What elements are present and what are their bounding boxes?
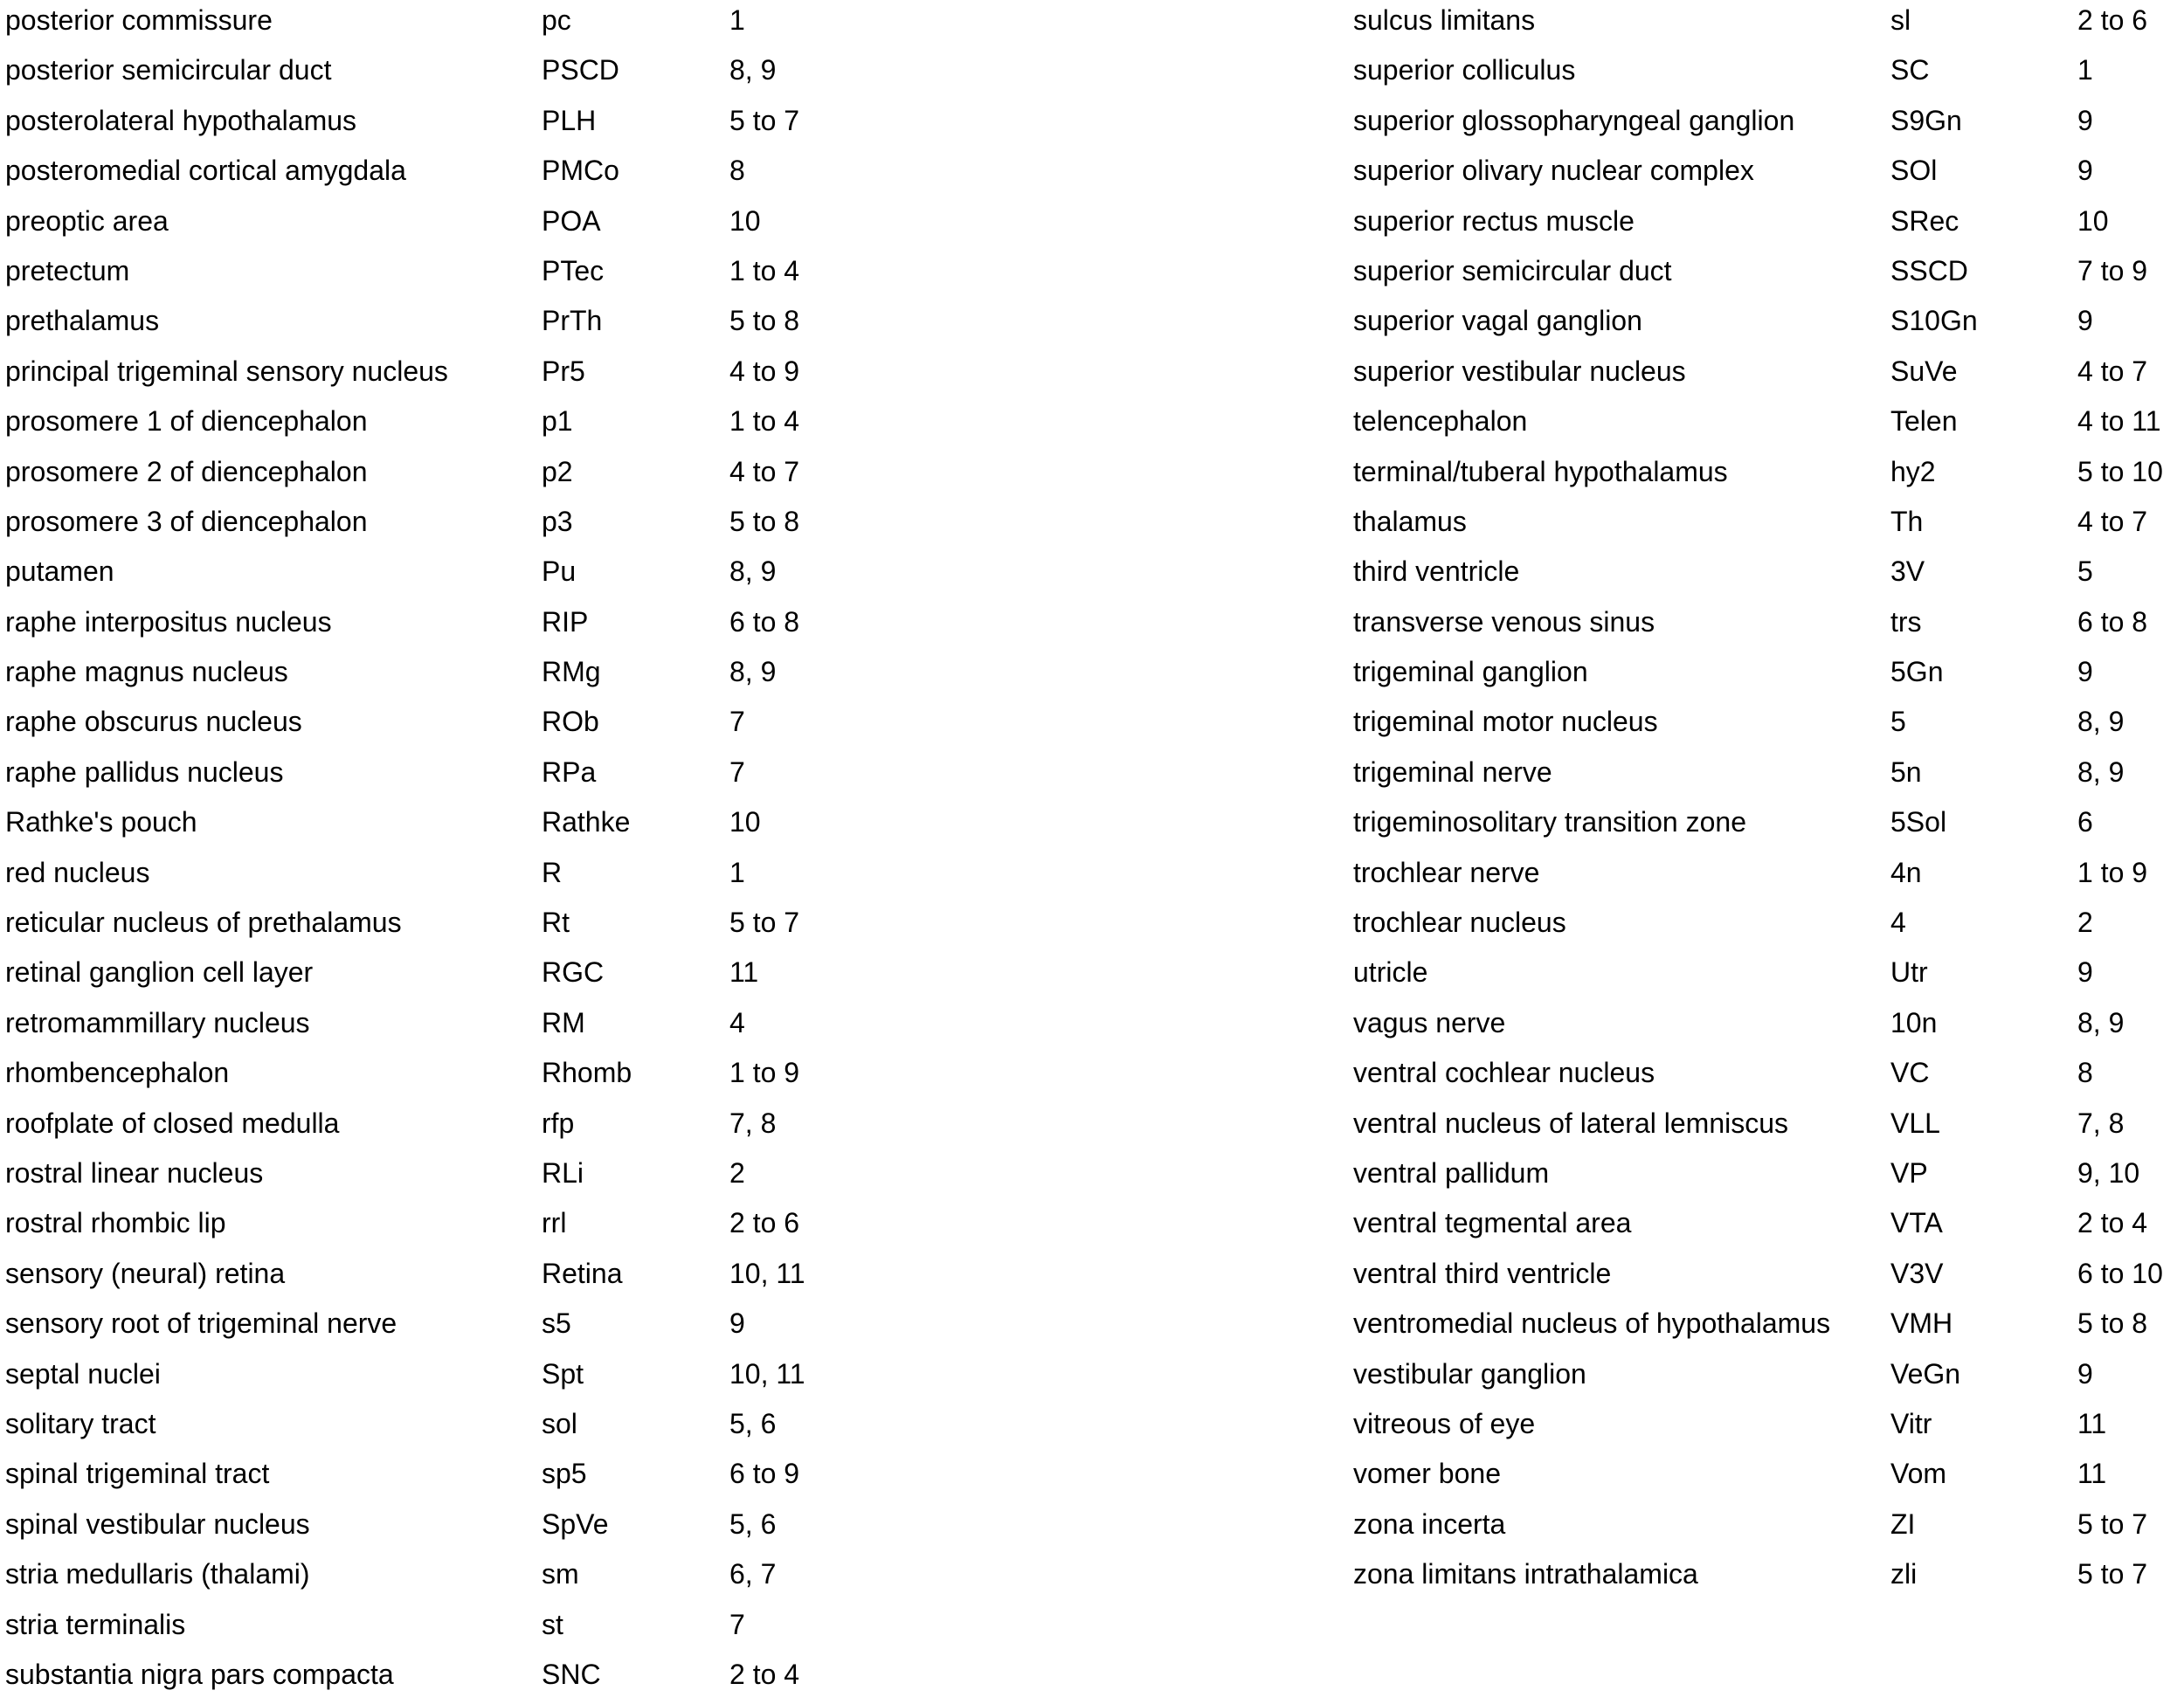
abbreviation: VMH	[1890, 1307, 1953, 1340]
figure-range: 2 to 4	[2077, 1207, 2148, 1239]
structure-name: stria terminalis	[5, 1608, 186, 1640]
structure-name: rostral linear nucleus	[5, 1156, 264, 1189]
figure-range: 4	[729, 1006, 745, 1038]
abbreviation: Rhomb	[542, 1057, 632, 1089]
structure-name: vomer bone	[1353, 1458, 1501, 1490]
abbreviation: RMg	[542, 656, 601, 688]
figure-range: 4 to 7	[729, 455, 800, 487]
structure-name: superior vagal ganglion	[1353, 305, 1642, 337]
abbreviation: zli	[1890, 1558, 1918, 1590]
figure-range: 1	[2077, 54, 2093, 86]
figure-range: 8, 9	[2077, 1006, 2125, 1038]
abbreviation: Spt	[542, 1357, 584, 1390]
abbreviation: 5Gn	[1890, 656, 1944, 688]
structure-name: retinal ganglion cell layer	[5, 956, 314, 989]
structure-name: prosomere 2 of diencephalon	[5, 455, 368, 487]
structure-name: posterior commissure	[5, 4, 273, 36]
structure-name: solitary tract	[5, 1407, 156, 1439]
abbreviation: SSCD	[1890, 254, 1968, 286]
figure-range: 1 to 9	[2077, 856, 2148, 888]
abbreviation: POA	[542, 204, 601, 237]
abbreviation: Vom	[1890, 1458, 1947, 1490]
abbreviation: SC	[1890, 54, 1930, 86]
figure-range: 5, 6	[729, 1507, 777, 1540]
figure-range: 7, 8	[729, 1107, 777, 1139]
figure-range: 9	[729, 1307, 745, 1340]
abbreviation: sm	[542, 1558, 579, 1590]
abbreviation: 3V	[1890, 555, 1925, 588]
structure-name: septal nuclei	[5, 1357, 161, 1390]
structure-name: rostral rhombic lip	[5, 1207, 226, 1239]
structure-name: posteromedial cortical amygdala	[5, 155, 406, 187]
structure-name: prosomere 3 of diencephalon	[5, 505, 368, 537]
structure-name: putamen	[5, 555, 114, 588]
structure-name: ventral nucleus of lateral lemniscus	[1353, 1107, 1789, 1139]
abbreviation: trs	[1890, 605, 1922, 638]
structure-name: Rathke's pouch	[5, 806, 197, 838]
abbreviation: VP	[1890, 1156, 1928, 1189]
structure-name: stria medullaris (thalami)	[5, 1558, 310, 1590]
figure-range: 1	[729, 856, 745, 888]
structure-name: principal trigeminal sensory nucleus	[5, 355, 448, 387]
structure-name: posterolateral hypothalamus	[5, 104, 357, 136]
figure-range: 6 to 8	[2077, 605, 2148, 638]
figure-range: 8, 9	[729, 555, 777, 588]
structure-name: ventral tegmental area	[1353, 1207, 1632, 1239]
abbreviation: VLL	[1890, 1107, 1940, 1139]
figure-range: 9, 10	[2077, 1156, 2140, 1189]
abbreviation: PTec	[542, 254, 605, 286]
abbreviation: V3V	[1890, 1257, 1944, 1289]
figure-range: 5 to 7	[729, 907, 800, 939]
figure-range: 2 to 6	[2077, 4, 2148, 36]
abbreviation: SuVe	[1890, 355, 1958, 387]
abbreviation: p1	[542, 405, 573, 438]
structure-name: preoptic area	[5, 204, 169, 237]
abbreviation: Th	[1890, 505, 1924, 537]
structure-name: ventromedial nucleus of hypothalamus	[1353, 1307, 1831, 1340]
abbreviation: Rathke	[542, 806, 631, 838]
abbreviation: 5Sol	[1890, 806, 1947, 838]
abbreviation: Pu	[542, 555, 577, 588]
abbreviation: s5	[542, 1307, 571, 1340]
structure-name: superior rectus muscle	[1353, 204, 1635, 237]
structure-name: third ventricle	[1353, 555, 1520, 588]
abbreviation: sol	[542, 1407, 577, 1439]
abbreviation: PLH	[542, 104, 597, 136]
structure-name: telencephalon	[1353, 405, 1528, 438]
figure-range: 7	[729, 755, 745, 788]
abbreviation: 4n	[1890, 856, 1922, 888]
abbreviation: 4	[1890, 907, 1906, 939]
abbreviation: PSCD	[542, 54, 619, 86]
structure-name: sensory (neural) retina	[5, 1257, 286, 1289]
figure-range: 5 to 7	[2077, 1558, 2148, 1590]
figure-range: 9	[2077, 1357, 2093, 1390]
figure-range: 7	[729, 706, 745, 738]
structure-name: prosomere 1 of diencephalon	[5, 405, 368, 438]
figure-range: 8, 9	[729, 54, 777, 86]
structure-name: transverse venous sinus	[1353, 605, 1655, 638]
abbreviation: rfp	[542, 1107, 575, 1139]
structure-name: trigeminal nerve	[1353, 755, 1552, 788]
structure-name: zona limitans intrathalamica	[1353, 1558, 1698, 1590]
structure-name: trochlear nucleus	[1353, 907, 1566, 939]
structure-name: ventral third ventricle	[1353, 1257, 1612, 1289]
figure-range: 10	[729, 806, 761, 838]
figure-range: 8	[729, 155, 745, 187]
abbreviation: VTA	[1890, 1207, 1943, 1239]
structure-name: spinal vestibular nucleus	[5, 1507, 310, 1540]
structure-name: prethalamus	[5, 305, 160, 337]
figure-range: 8, 9	[2077, 706, 2125, 738]
abbreviation: Rt	[542, 907, 570, 939]
abbreviation: p2	[542, 455, 573, 487]
abbreviation: VC	[1890, 1057, 1930, 1089]
figure-range: 1 to 9	[729, 1057, 800, 1089]
figure-range: 8	[2077, 1057, 2093, 1089]
figure-range: 2 to 4	[729, 1658, 800, 1690]
structure-name: rhombencephalon	[5, 1057, 230, 1089]
abbreviation: 5n	[1890, 755, 1922, 788]
abbreviation: RLi	[542, 1156, 584, 1189]
figure-range: 2	[729, 1156, 745, 1189]
abbreviation: st	[542, 1608, 563, 1640]
abbreviation: RIP	[542, 605, 589, 638]
figure-range: 1 to 4	[729, 405, 800, 438]
structure-name: terminal/tuberal hypothalamus	[1353, 455, 1728, 487]
abbreviation: S9Gn	[1890, 104, 1962, 136]
structure-name: sulcus limitans	[1353, 4, 1536, 36]
figure-range: 5 to 8	[729, 505, 800, 537]
figure-range: 6 to 8	[729, 605, 800, 638]
structure-name: retromammillary nucleus	[5, 1006, 310, 1038]
figure-range: 5 to 7	[729, 104, 800, 136]
figure-range: 2 to 6	[729, 1207, 800, 1239]
abbreviation: SRec	[1890, 204, 1959, 237]
abbreviation: PrTh	[542, 305, 603, 337]
abbreviation: R	[542, 856, 563, 888]
structure-name: substantia nigra pars compacta	[5, 1658, 394, 1690]
abbreviation: S10Gn	[1890, 305, 1978, 337]
abbreviation: SOl	[1890, 155, 1938, 187]
figure-range: 5 to 8	[2077, 1307, 2148, 1340]
abbreviation: ZI	[1890, 1507, 1916, 1540]
abbreviation: Vitr	[1890, 1407, 1932, 1439]
figure-range: 5 to 8	[729, 305, 800, 337]
abbreviation: 10n	[1890, 1006, 1938, 1038]
figure-range: 5, 6	[729, 1407, 777, 1439]
abbreviation: ROb	[542, 706, 599, 738]
structure-name: pretectum	[5, 254, 130, 286]
figure-range: 4 to 9	[729, 355, 800, 387]
figure-range: 11	[729, 956, 759, 989]
figure-range: 10, 11	[729, 1357, 805, 1390]
abbreviation: hy2	[1890, 455, 1936, 487]
structure-name: superior glossopharyngeal ganglion	[1353, 104, 1795, 136]
figure-range: 6	[2077, 806, 2093, 838]
structure-name: vestibular ganglion	[1353, 1357, 1586, 1390]
figure-range: 4 to 11	[2077, 405, 2161, 438]
figure-range: 4 to 7	[2077, 505, 2148, 537]
figure-range: 10	[729, 204, 761, 237]
figure-range: 10	[2077, 204, 2109, 237]
structure-name: ventral pallidum	[1353, 1156, 1550, 1189]
structure-name: posterior semicircular duct	[5, 54, 332, 86]
figure-range: 6, 7	[729, 1558, 777, 1590]
abbreviation: RM	[542, 1006, 585, 1038]
structure-name: sensory root of trigeminal nerve	[5, 1307, 397, 1340]
structure-name: spinal trigeminal tract	[5, 1458, 270, 1490]
abbreviation: sl	[1890, 4, 1911, 36]
structure-name: red nucleus	[5, 856, 150, 888]
figure-range: 9	[2077, 155, 2093, 187]
structure-name: roofplate of closed medulla	[5, 1107, 340, 1139]
structure-name: superior vestibular nucleus	[1353, 355, 1686, 387]
structure-name: ventral cochlear nucleus	[1353, 1057, 1655, 1089]
abbreviation: pc	[542, 4, 571, 36]
abbreviation: Retina	[542, 1257, 623, 1289]
abbreviation: SNC	[542, 1658, 601, 1690]
abbreviation: VeGn	[1890, 1357, 1961, 1390]
figure-range: 7, 8	[2077, 1107, 2125, 1139]
abbreviation: Utr	[1890, 956, 1928, 989]
figure-range: 9	[2077, 305, 2093, 337]
structure-name: superior olivary nuclear complex	[1353, 155, 1754, 187]
structure-name: raphe obscurus nucleus	[5, 706, 302, 738]
structure-name: raphe interpositus nucleus	[5, 605, 332, 638]
abbreviation: PMCo	[542, 155, 619, 187]
figure-range: 6 to 9	[729, 1458, 800, 1490]
structure-name: utricle	[1353, 956, 1428, 989]
abbreviation: Pr5	[542, 355, 585, 387]
structure-name: reticular nucleus of prethalamus	[5, 907, 402, 939]
structure-name: trigeminal ganglion	[1353, 656, 1588, 688]
abbreviation: Telen	[1890, 405, 1958, 438]
abbreviation: SpVe	[542, 1507, 609, 1540]
figure-range: 2	[2077, 907, 2093, 939]
abbreviation: RGC	[542, 956, 605, 989]
structure-name: raphe magnus nucleus	[5, 656, 288, 688]
structure-name: vagus nerve	[1353, 1006, 1506, 1038]
structure-name: trigeminal motor nucleus	[1353, 706, 1658, 738]
figure-range: 5	[2077, 555, 2093, 588]
abbreviation: 5	[1890, 706, 1906, 738]
structure-name: thalamus	[1353, 505, 1467, 537]
figure-range: 9	[2077, 956, 2093, 989]
structure-name: superior colliculus	[1353, 54, 1576, 86]
figure-range: 10, 11	[729, 1257, 805, 1289]
figure-range: 5 to 7	[2077, 1507, 2148, 1540]
figure-range: 8, 9	[729, 656, 777, 688]
figure-range: 1 to 4	[729, 254, 800, 286]
figure-range: 1	[729, 4, 745, 36]
figure-range: 4 to 7	[2077, 355, 2148, 387]
figure-range: 11	[2077, 1458, 2107, 1490]
abbreviation: RPa	[542, 755, 597, 788]
figure-range: 6 to 10	[2077, 1257, 2163, 1289]
structure-name: trigeminosolitary transition zone	[1353, 806, 1746, 838]
structure-name: superior semicircular duct	[1353, 254, 1672, 286]
abbreviation: rrl	[542, 1207, 567, 1239]
figure-range: 5 to 10	[2077, 455, 2163, 487]
structure-name: vitreous of eye	[1353, 1407, 1536, 1439]
figure-range: 9	[2077, 656, 2093, 688]
structure-name: trochlear nerve	[1353, 856, 1540, 888]
structure-name: raphe pallidus nucleus	[5, 755, 284, 788]
abbreviation: sp5	[542, 1458, 587, 1490]
structure-name: zona incerta	[1353, 1507, 1506, 1540]
abbreviation: p3	[542, 505, 573, 537]
figure-range: 7 to 9	[2077, 254, 2148, 286]
figure-range: 7	[729, 1608, 745, 1640]
figure-range: 9	[2077, 104, 2093, 136]
figure-range: 11	[2077, 1407, 2107, 1439]
figure-range: 8, 9	[2077, 755, 2125, 788]
